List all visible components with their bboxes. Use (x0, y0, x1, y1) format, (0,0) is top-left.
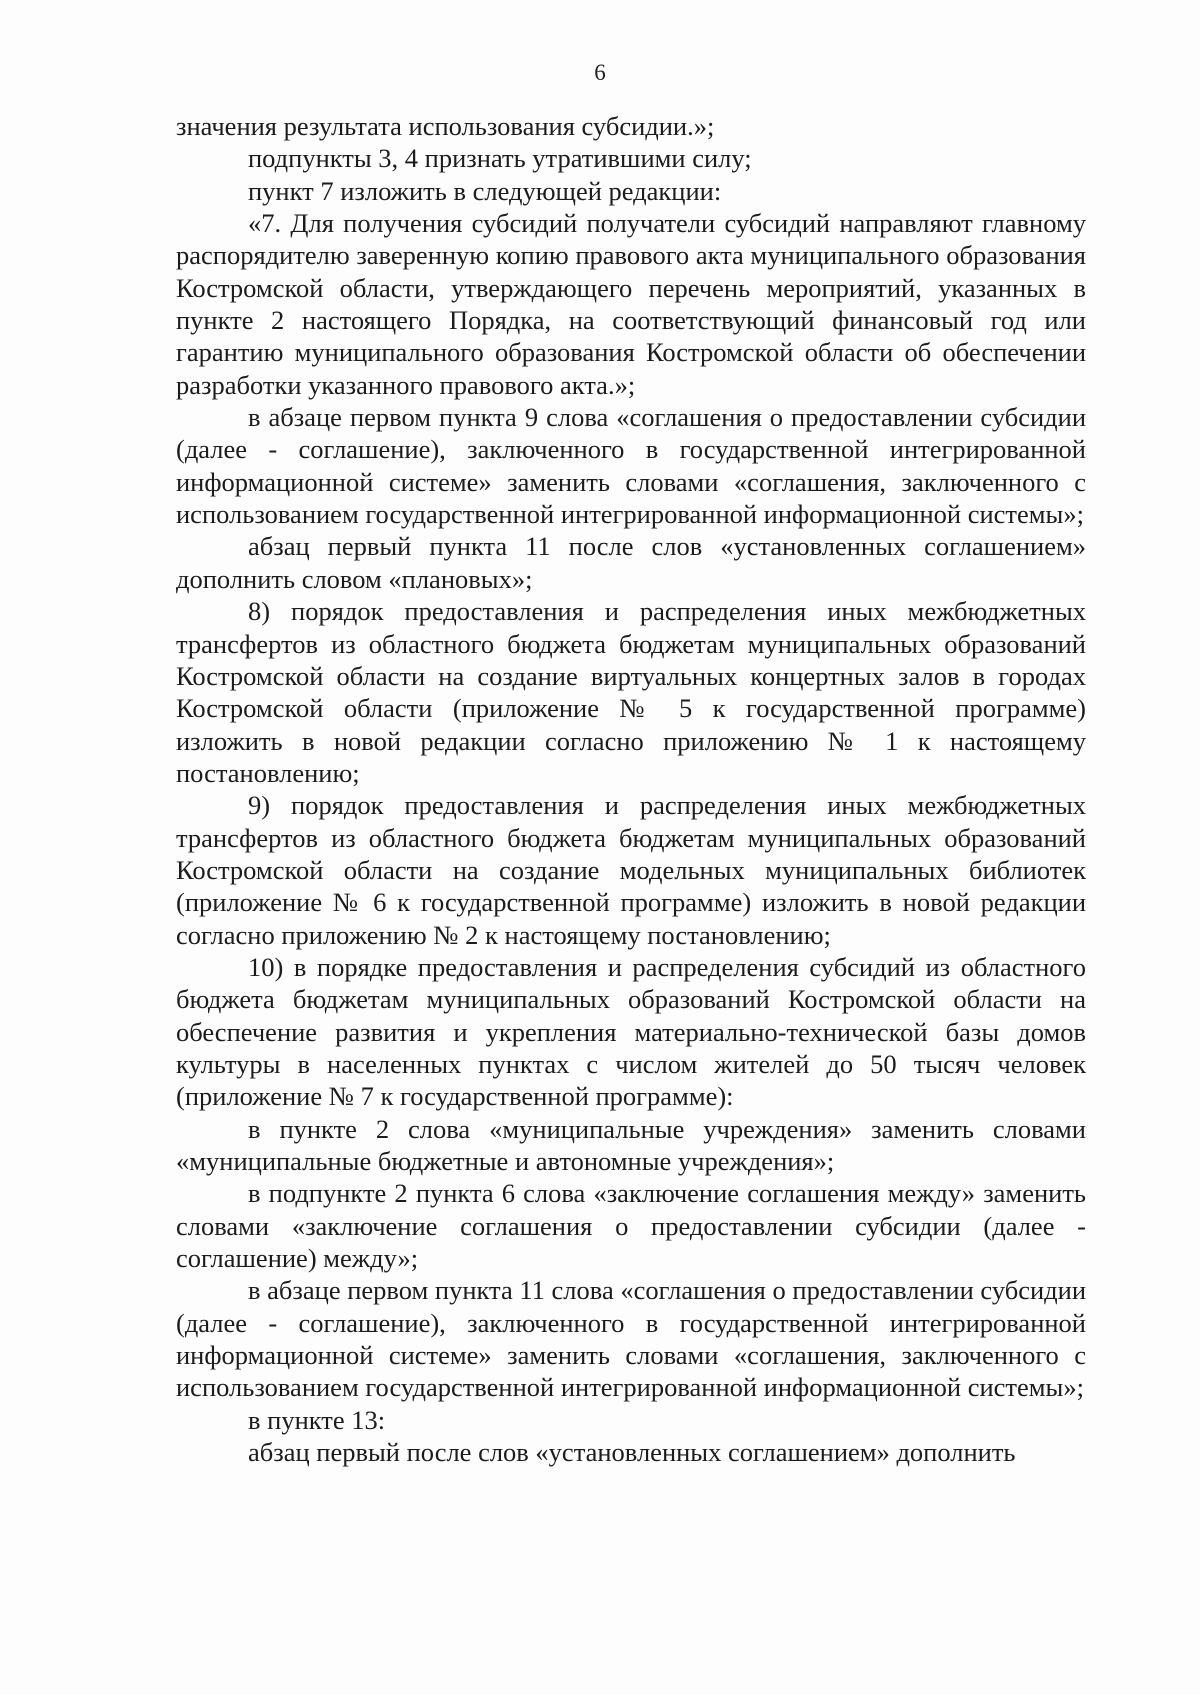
paragraph: абзац первый пункта 11 после слов «установленных соглашением» дополнить словом «плановых»; (176, 531, 1086, 594)
paragraph: 10) в порядке предоставления и распределения субсидий из областного бюджета бюджетам муниципальных образований Костромской области на обеспечение развития и укрепления материально-технической базы домов культуры в населенных пунктах с числом жителей до 50 тысяч человек (приложение № 7 к государственной программе): (176, 951, 1086, 1112)
paragraph: значения результата использования субсидии.»; (176, 111, 715, 141)
paragraph: абзац первый после слов «установленных соглашением» дополнить (248, 1437, 1016, 1468)
paragraph: пункт 7 изложить в следующей редакции: (248, 175, 722, 206)
paragraph: 8) порядок предоставления и распределения иных межбюджетных трансфертов из областного бюджета бюджетам муниципальных образований Костромской области на создание виртуальных концертных залов в городах Костромской области (приложение № 5 к государственной программе) изложить в новой редакции согласно приложению № 1 к настоящему постановлению; (176, 596, 1086, 788)
paragraph: «7. Для получения субсидий получатели субсидий направляют главному распорядителю заверенную копию правового акта муниципального образования Костромской области, утверждающего перечень мероприятий, указанных в пункте 2 настоящего Порядка, на соответствующий финансовый год или гарантию муниципального образования Костромской области об обеспечении разработки указанного правового акта.»; (176, 208, 1086, 400)
document-body (176, 110, 1086, 1468)
paragraph: в пункте 13: (248, 1404, 386, 1435)
paragraph: 9) порядок предоставления и распределения иных межбюджетных трансфертов из областного бюджета бюджетам муниципальных образований Костромской области на создание модельных муниципальных библиотек (приложение № 6 к государственной программе) изложить в новой редакции согласно приложению № 2 к настоящему постановлению; (176, 790, 1086, 950)
paragraph: в пункте 2 слова «муниципальные учреждения» заменить словами «муниципальные бюджетные и автономные учреждения»; (176, 1113, 1086, 1176)
paragraph: в подпункте 2 пункта 6 слова «заключение соглашения между» заменить словами «заключение соглашения о предоставлении субсидии (далее - соглашение) между»; (176, 1178, 1086, 1274)
paragraph: подпункты 3, 4 признать утратившими силу; (248, 143, 752, 174)
paragraph: в абзаце первом пункта 11 слова «соглашения о предоставлении субсидии (далее - соглашение), заключенного в государственной интегрированной информационной системе» заменить словами «соглашения, заключенного с использованием государственной интегрированной информационной системы»; (176, 1275, 1086, 1403)
paragraph: в абзаце первом пункта 9 слова «соглашения о предоставлении субсидии (далее - соглашение), заключенного в государственной интегрированной информационной системе» заменить словами «соглашения, заключенного с использованием государственной интегрированной информационной системы»; (176, 402, 1086, 530)
page-number: 6 (594, 60, 606, 85)
